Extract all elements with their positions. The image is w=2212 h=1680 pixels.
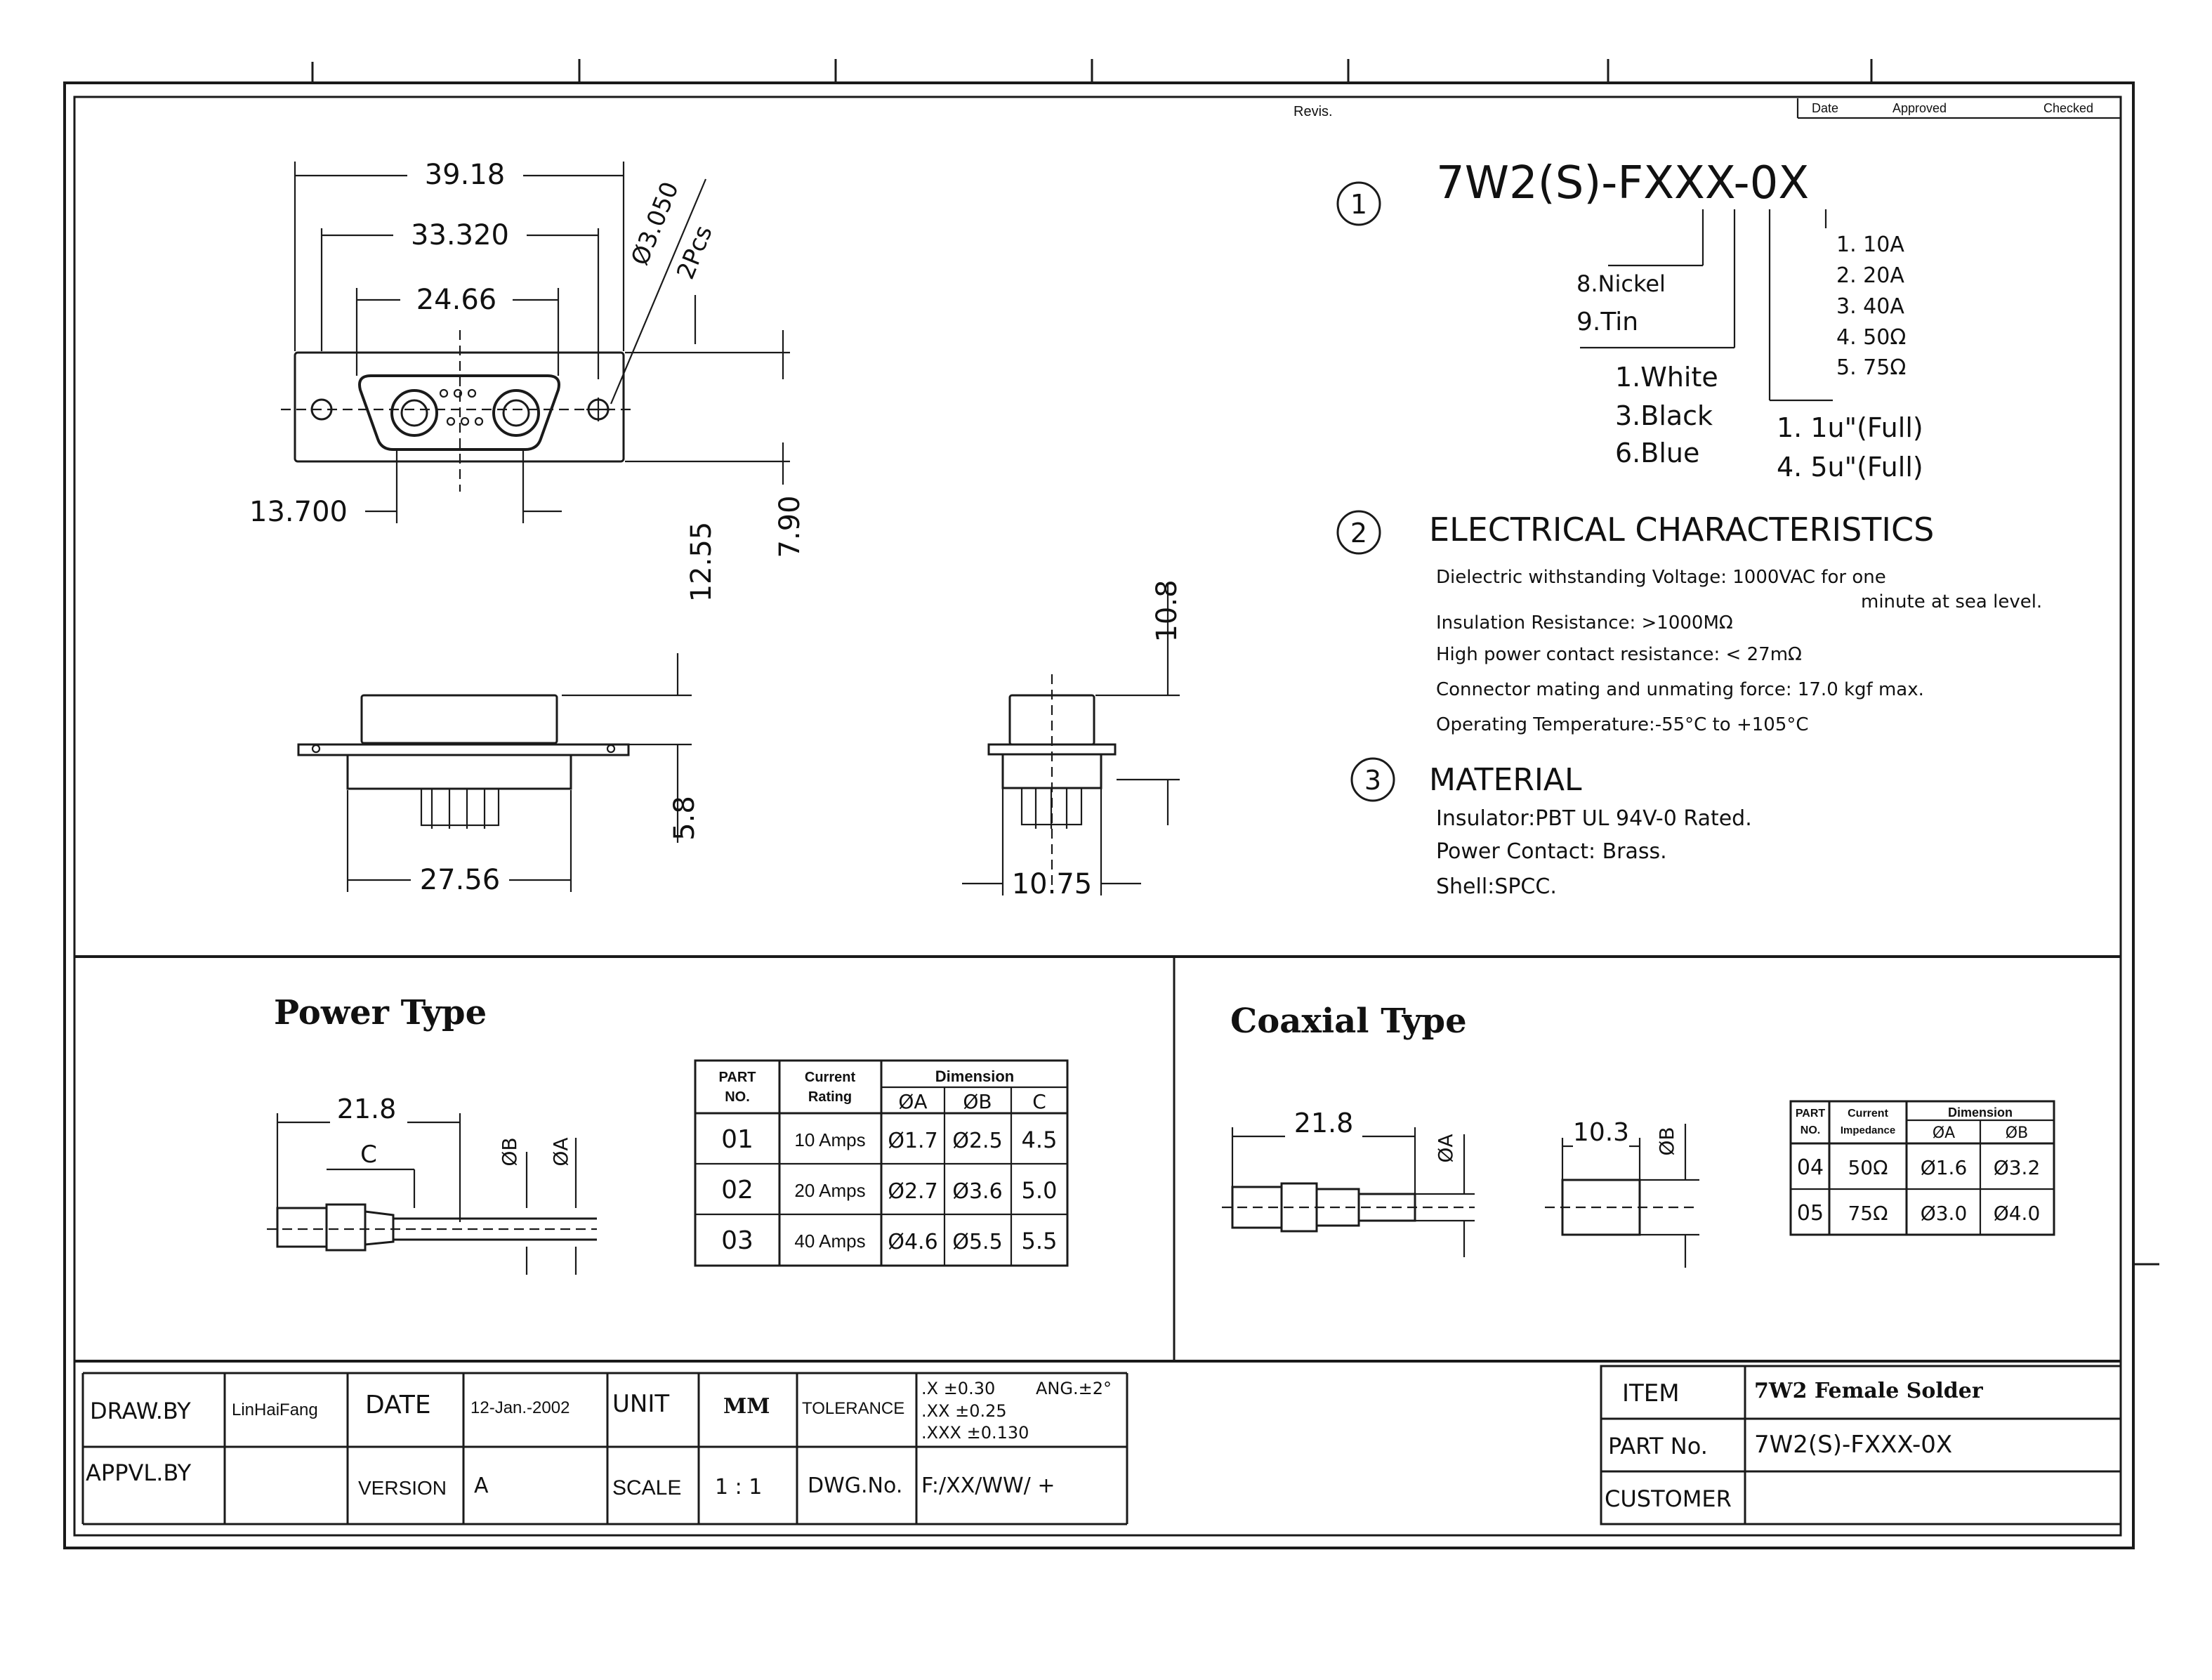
coaxial-dim-a: ØA [1434,1134,1457,1163]
svg-text:Ø1.7: Ø1.7 [888,1129,938,1153]
dim-end-width: 10.75 [1011,868,1093,900]
power-dim-b: ØB [498,1137,521,1167]
material-section [1352,759,1752,899]
dim-height-a: 12.55 [685,521,718,603]
draw-by-value: LinHaiFang [232,1400,318,1419]
customer-label: CUSTOMER [1605,1485,1732,1512]
electrical-line-4: High power contact resistance: < 27mΩ [1436,644,1802,665]
front-view [249,159,806,602]
item-value: 7W2 Female Solder [1754,1379,1983,1403]
dwg-no-value: F:/XX/WW/ + [921,1474,1055,1498]
material-line-3: Shell:SPCC. [1436,874,1557,899]
part-no-value: 7W2(S)-FXXX-0X [1754,1431,1953,1459]
svg-text:03: 03 [721,1226,753,1255]
electrical-line-1: Dielectric withstanding Voltage: 1000VAC for one [1436,567,1886,588]
coaxial-table-h3: Dimension [1947,1105,2013,1120]
part-code: 7W2(S)-FXXX-0X [1436,157,1810,209]
coaxial-dim-length-b: 10.3 [1572,1118,1630,1147]
coaxial-type-title: Coaxial Type [1230,1002,1467,1041]
coaxial-table-h2b: Impedance [1840,1124,1896,1136]
power-table-h2b: Rating [808,1089,852,1105]
date-value: 12-Jan.-2002 [470,1398,570,1417]
svg-text:40 Amps: 40 Amps [794,1231,866,1252]
part-no-label: PART No. [1608,1433,1708,1459]
svg-text:Ø1.6: Ø1.6 [1920,1156,1968,1179]
tolerance-1: .X ±0.30 [921,1379,996,1398]
inner-border [74,97,2121,1535]
svg-text:Ø3.2: Ø3.2 [1993,1156,2041,1179]
coaxial-table-row [1797,1201,2040,1226]
dim-hole-quantity: 2Pcs [671,221,718,284]
current-option-3: 3. 40A [1836,294,1904,319]
material-line-2: Power Contact: Brass. [1436,839,1667,864]
gold-option-2: 4. 5u"(Full) [1777,452,1923,483]
power-type-table [695,1061,1067,1266]
power-dim-a: ØA [549,1137,572,1167]
coaxial-type-table [1791,1101,2054,1235]
side-view [298,653,701,896]
coaxial-table-h2: Current [1848,1108,1888,1120]
dim-overall-width: 39.18 [424,159,506,191]
power-table-row [721,1125,1057,1154]
version-value: A [474,1474,489,1498]
power-table-h1b: NO. [725,1089,750,1105]
electrical-heading: ELECTRICAL CHARACTERISTICS [1429,511,1935,549]
power-type-section [267,993,1067,1275]
revision-approved-label: Approved [1892,101,1947,115]
revision-checked-label: Checked [2043,101,2094,115]
power-table-h1: PART [718,1070,756,1085]
coaxial-table-row [1797,1155,2040,1180]
end-view [962,579,1183,900]
svg-text:04: 04 [1796,1155,1824,1180]
coaxial-table-sub-b: ØB [2005,1124,2029,1142]
svg-text:Ø3.6: Ø3.6 [952,1179,1003,1204]
color-option-2: 3.Black [1615,400,1713,431]
power-type-title: Power Type [274,993,487,1032]
tolerance-3: .XXX ±0.130 [921,1423,1029,1443]
power-table-h2: Current [804,1070,856,1085]
power-dim-c: C [360,1141,377,1169]
version-label: VERSION [358,1477,447,1499]
draw-by-label: DRAW.BY [90,1398,191,1424]
coaxial-table-h1: PART [1795,1108,1826,1120]
power-table-row [721,1176,1057,1205]
coaxial-table-h1b: NO. [1800,1124,1821,1136]
unit-value: MM [723,1394,770,1419]
title-block [74,1361,2121,1524]
coaxial-dim-length: 21.8 [1293,1108,1354,1138]
power-dim-length: 21.8 [336,1094,397,1124]
dim-end-height: 10.8 [1151,579,1183,643]
dim-height-b: 7.90 [774,495,806,558]
material-line-1: Insulator:PBT UL 94V-0 Rated. [1436,806,1752,831]
outer-border [65,83,2133,1548]
svg-text:5.0: 5.0 [1021,1177,1058,1204]
revision-label: Revis. [1293,104,1333,119]
svg-text:01: 01 [721,1125,753,1154]
svg-text:4.5: 4.5 [1021,1127,1058,1153]
item-label: ITEM [1622,1379,1680,1407]
scale-label: SCALE [612,1476,682,1499]
plating-option-1: 8.Nickel [1576,270,1666,297]
power-table-sub-a: ØA [898,1090,928,1113]
svg-text:Ø3.0: Ø3.0 [1920,1202,1968,1225]
power-table-sub-c: C [1032,1090,1046,1113]
plating-option-2: 9.Tin [1576,308,1639,336]
svg-text:75Ω: 75Ω [1848,1202,1888,1225]
coaxial-table-sub-a: ØA [1932,1124,1956,1142]
unit-label: UNIT [612,1390,670,1418]
part-code-section [1338,157,1923,483]
current-option-2: 2. 20A [1836,263,1904,288]
dim-hole-diameter: Ø3.050 [626,178,685,270]
svg-text:Ø2.7: Ø2.7 [888,1179,938,1204]
power-contact-cavity-left [392,391,437,435]
electrical-line-2: minute at sea level. [1861,591,2043,612]
tolerance-2: .XX ±0.25 [921,1401,1007,1421]
svg-text:Ø5.5: Ø5.5 [952,1230,1003,1254]
svg-text:10 Amps: 10 Amps [794,1129,866,1150]
color-option-3: 6.Blue [1615,438,1700,468]
electrical-line-5: Connector mating and unmating force: 17.0 kgf max. [1436,679,1924,700]
power-contact-cavity-right [494,391,539,435]
callout-number-1: 1 [1350,189,1368,220]
current-option-4: 4. 50Ω [1836,325,1907,350]
current-option-5: 5. 75Ω [1836,355,1907,380]
electrical-section [1338,511,2042,735]
coaxial-type-section [1222,1002,2054,1268]
date-label: DATE [365,1391,431,1419]
coaxial-dim-b: ØB [1655,1127,1678,1156]
gold-option-1: 1. 1u"(Full) [1777,412,1923,443]
material-heading: MATERIAL [1429,762,1582,798]
dim-side-depth: 5.8 [669,796,701,841]
power-table-row [721,1226,1057,1255]
svg-text:Ø4.0: Ø4.0 [1993,1202,2041,1225]
callout-number-2: 2 [1350,518,1368,549]
tolerance-label: TOLERANCE [802,1399,905,1418]
dwg-no-label: DWG.No. [808,1474,903,1498]
callout-number-3: 3 [1364,765,1382,796]
electrical-line-6: Operating Temperature:-55°C to +105°C [1436,714,1809,735]
scale-value: 1 : 1 [715,1475,763,1499]
appvl-by-label: APPVL.BY [86,1459,192,1486]
electrical-line-3: Insulation Resistance: >1000MΩ [1436,612,1733,634]
dim-offset: 13.700 [249,496,348,528]
power-table-sub-b: ØB [963,1090,992,1113]
power-table-h3: Dimension [935,1068,1015,1085]
svg-text:05: 05 [1796,1201,1824,1226]
svg-text:Ø2.5: Ø2.5 [952,1129,1003,1153]
dim-shell-width: 24.66 [416,284,497,316]
svg-text:02: 02 [721,1176,753,1205]
tolerance-angle: ANG.±2° [1036,1379,1112,1398]
color-option-1: 1.White [1615,362,1718,393]
current-option-1: 1. 10A [1836,232,1904,257]
dim-side-width: 27.56 [419,864,501,896]
svg-text:20 Amps: 20 Amps [794,1180,866,1201]
revision-date-label: Date [1812,101,1839,115]
dim-mount-hole-span: 33.320 [411,219,509,251]
svg-text:5.5: 5.5 [1021,1228,1058,1254]
svg-text:Ø4.6: Ø4.6 [888,1230,938,1254]
svg-text:50Ω: 50Ω [1848,1156,1888,1179]
